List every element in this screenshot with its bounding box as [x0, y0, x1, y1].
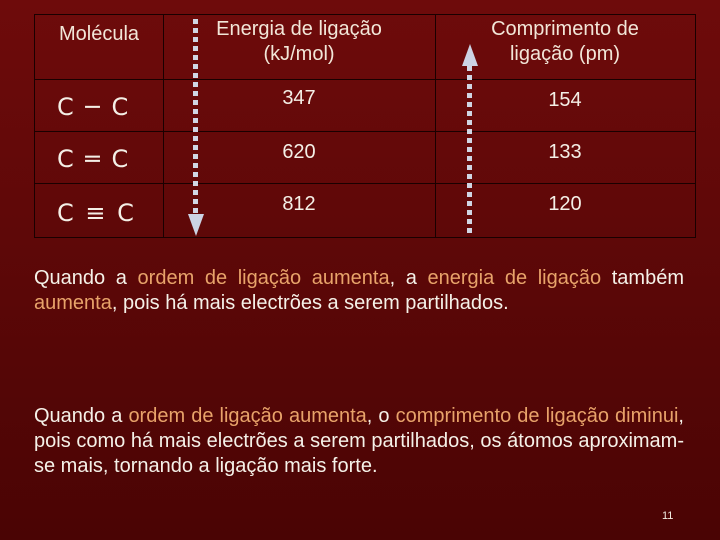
length-triple-bond: 120 — [548, 192, 582, 215]
highlight-segment: energia de ligação — [427, 267, 602, 289]
molecule-double-bond: C ═ C — [57, 145, 131, 173]
length-single-bond: 154 — [548, 88, 582, 111]
paragraph-length — [34, 404, 684, 479]
bond-table — [34, 14, 696, 238]
arrow-up-shaft — [467, 66, 472, 236]
row-divider — [35, 131, 695, 132]
row-divider — [35, 79, 695, 80]
molecule-triple-bond: C ≡ C — [57, 199, 136, 227]
text-segment: Quando a — [34, 267, 138, 289]
energy-triple-bond: 812 — [282, 192, 316, 215]
text-segment: , pois há mais electrões a serem partilhados. — [111, 292, 509, 314]
highlight-segment: comprimento de ligação diminui — [395, 405, 679, 427]
header-energy — [163, 17, 435, 79]
paragraph-energy — [34, 266, 684, 316]
header-length-line1: Comprimento de — [491, 18, 639, 40]
header-energy-line1: Energia de ligação — [216, 18, 382, 40]
text-segment: , pois como há mais electrões a serem partilhados, os átomos aproximam-se mais, tornando a ligação mais forte. — [34, 405, 684, 477]
text-segment: , a — [389, 267, 428, 289]
energy-double-bond: 620 — [282, 140, 316, 163]
arrow-down-head — [188, 214, 204, 236]
header-energy-line2: (kJ/mol) — [263, 43, 335, 65]
text-segment: Quando a — [34, 405, 129, 427]
row-divider — [35, 183, 695, 184]
length-double-bond: 133 — [548, 140, 582, 163]
header-length-line2: ligação (pm) — [509, 43, 621, 65]
highlight-segment: ordem de ligação aumenta — [137, 267, 390, 289]
highlight-segment: aumenta — [34, 292, 112, 314]
highlight-segment: ordem de ligação aumenta — [128, 405, 367, 427]
arrow-up-head — [462, 44, 478, 66]
energy-single-bond: 347 — [282, 86, 316, 109]
arrow-down-shaft — [193, 19, 198, 215]
text-segment: , o — [366, 405, 396, 427]
molecule-single-bond: C ─ C — [57, 93, 131, 121]
header-molecule — [35, 15, 163, 53]
header-molecule-text: Molécula — [58, 22, 140, 45]
page-number: 11 — [662, 510, 674, 522]
text-segment: também — [601, 267, 684, 289]
